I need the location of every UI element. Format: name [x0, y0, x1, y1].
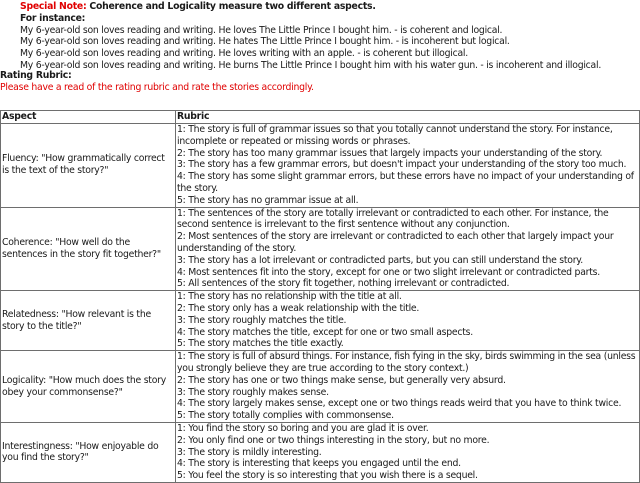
- rubric-item: 3: The story roughly makes sense.: [177, 386, 329, 398]
- example-4: My 6-year-old son loves reading and writing. He burns The Little Prince I bought him with his water gun. - is incoherent and illogical.: [20, 59, 602, 71]
- example-1: My 6-year-old son loves reading and writing. He loves The Little Prince I bought him. - is coherent and logical.: [20, 24, 503, 36]
- special-note-label: Special Note:: [20, 1, 87, 12]
- table-row-relatedness: [1, 291, 640, 351]
- rubric-item: 2: The story has one or two things make sense, but generally very absurd.: [177, 374, 506, 386]
- header-aspect: Aspect: [1, 111, 176, 124]
- special-note-section: [20, 1, 640, 72]
- aspect-coherence: Coherence: "How well do the sentences in the story fit together?": [1, 207, 176, 291]
- rubric-item: 5: The story matches the title exactly.: [177, 338, 344, 350]
- rubric-item: 1: The story has no relationship with the title at all.: [177, 291, 402, 303]
- aspect-fluency: Fluency: "How grammatically correct is the text of the story?": [1, 124, 176, 208]
- rubric-item: 2: You only find one or two things interesting in the story, but no more.: [177, 434, 490, 446]
- rubric-coherence: [176, 207, 640, 291]
- table-row-logicality: [1, 351, 640, 423]
- rubric-item: 3: The story has a few grammar errors, but doesn't impact your understanding of the story too much.: [177, 159, 627, 171]
- example-3: My 6-year-old son loves reading and writing. He loves writing with an apple. - is coherent but illogical.: [20, 48, 468, 60]
- table-header-row: [1, 111, 640, 124]
- aspect-interestingness: Interestingness: "How enjoyable do you find the story?": [1, 422, 176, 482]
- special-note: [20, 1, 640, 13]
- aspect-relatedness: Relatedness: "How relevant is the story to the title?": [1, 291, 176, 351]
- table-row-fluency: [1, 124, 640, 208]
- rating-rubric-table: [0, 110, 640, 483]
- rubric-item: 5: You feel the story is so interesting that you wish there is a sequel.: [177, 470, 478, 482]
- rubric-interestingness: [176, 422, 640, 482]
- rubric-item: 3: The story roughly matches the title.: [177, 314, 347, 326]
- rubric-item: 4: The story largely makes sense, except one or two things reads weird that you have to think twice.: [177, 398, 622, 410]
- rubric-item: 1: The story is full of grammar issues so that you totally cannot understand the story. For instance, incomplete or repeated or missing words or phrases.: [177, 124, 613, 147]
- rubric-item: 3: The story is mildly interesting.: [177, 446, 322, 458]
- header-rubric: Rubric: [176, 111, 640, 124]
- rubric-item: 1: You find the story so boring and you are glad it is over.: [177, 422, 429, 434]
- rubric-item: 2: The story has too many grammar issues that largely impacts your understanding of the story.: [177, 147, 603, 159]
- rubric-item: 1: The story is full of absurd things. For instance, fish fying in the sky, birds swimming in the sea (unless you strongly believe they are true according to the story context.): [177, 351, 636, 374]
- special-note-text: Coherence and Logicality measure two different aspects.: [86, 1, 376, 12]
- rubric-item: 4: The story matches the title, except for one or two small aspects.: [177, 326, 473, 338]
- rubric-item: 1: The sentences of the story are totally irrelevant or contradicted to each other. For instance, the second sentence is irrelevant to the first sentence without any conjunction.: [177, 207, 609, 231]
- aspect-logicality: Logicality: "How much does the story obey your commonsense?": [1, 351, 176, 423]
- table-row-interestingness: [1, 422, 640, 482]
- rating-rubric-heading: Rating Rubric:: [0, 70, 72, 81]
- rubric-item: 5: The story totally complies with commonsense.: [177, 410, 394, 422]
- rubric-item: 5: The story has no grammar issue at all.: [177, 194, 359, 206]
- rubric-item: 4: The story has some slight grammar errors, but these errors have no impact of your understanding of the story.: [177, 171, 634, 194]
- rubric-item: 2: Most sentences of the story are irrelevant or contradicted to each other that largely impact your understanding of the story.: [177, 231, 614, 254]
- rubric-fluency: [176, 124, 640, 208]
- rubric-item: 5: All sentences of the story fit together, nothing irrelevant or contradicted.: [177, 278, 510, 290]
- table-row-coherence: [1, 207, 640, 291]
- rubric-item: 2: The story only has a weak relationship with the title.: [177, 302, 420, 314]
- rubric-item: 4: Most sentences fit into the story, except for one or two slight irrelevant or contradicted parts.: [177, 266, 600, 278]
- rubric-relatedness: [176, 291, 640, 351]
- for-instance-label: For instance:: [20, 12, 86, 24]
- rubric-item: 3: The story has a lot irrelevant or contradicted parts, but you can still understand the story.: [177, 254, 583, 266]
- example-2: My 6-year-old son loves reading and writing. He hates The Little Prince I bought him. - is incoherent but logical.: [20, 36, 510, 48]
- rubric-item: 4: The story is interesting that keeps you engaged until the end.: [177, 458, 461, 470]
- rubric-logicality: [176, 351, 640, 423]
- rating-rubric-instruction: Please have a read of the rating rubric and rate the stories accordingly.: [0, 82, 314, 93]
